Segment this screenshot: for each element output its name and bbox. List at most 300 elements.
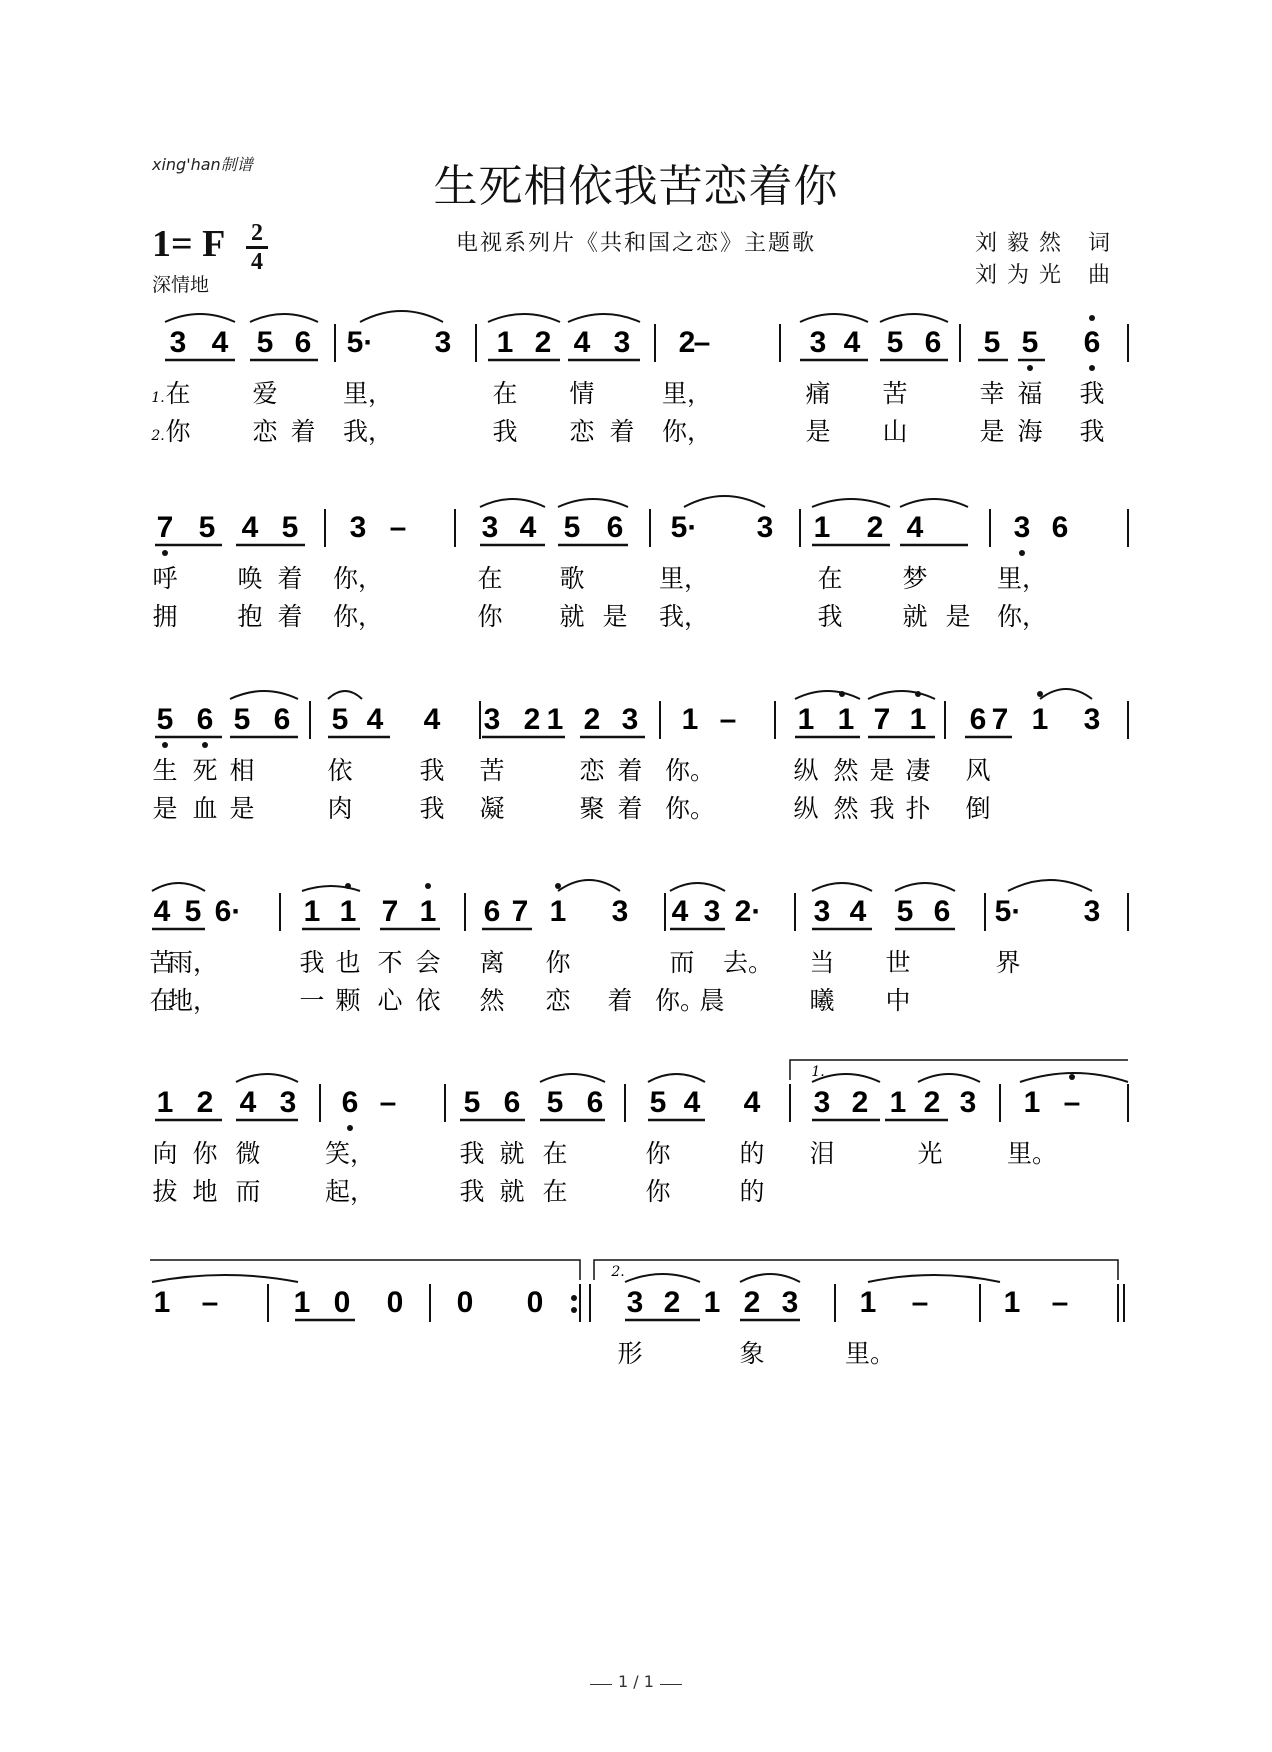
lyric-verse1: 雨， — [167, 948, 219, 977]
slur — [670, 883, 725, 891]
lyric-verse2: 扑 — [905, 794, 931, 823]
note: 3 — [483, 703, 501, 736]
note: 1 — [153, 1286, 171, 1319]
volta-2-label: 2. — [611, 1264, 625, 1280]
note: 6 — [196, 703, 214, 736]
lyric-verse2: 晨 — [699, 986, 725, 1015]
lyric-verse2: 你 — [477, 602, 503, 631]
note: 3 — [169, 326, 187, 359]
lyric-verse2: 我 — [817, 602, 843, 631]
lyric-verse2: 我 — [492, 417, 518, 446]
lyric-verse1: 里， — [661, 379, 713, 408]
note: 4 — [573, 326, 591, 359]
note: – — [719, 703, 737, 736]
lyric-verse2: 然 — [479, 986, 505, 1015]
lyric-verse1: 相 — [229, 756, 255, 785]
lyric-verse1: 生 — [152, 756, 178, 785]
note: 7 — [156, 511, 174, 544]
note: 5 — [184, 895, 202, 928]
lyric-verse1: 爱 — [252, 379, 278, 408]
octave-dot — [347, 1125, 353, 1131]
note: 4 — [519, 511, 537, 544]
note: 7 — [991, 703, 1009, 736]
lyric-verse1: 的 — [739, 1139, 765, 1168]
note: 4 — [671, 895, 689, 928]
lyric-verse1: 你。 — [664, 756, 716, 785]
note: 3 — [1083, 895, 1101, 928]
note: 5· — [670, 511, 698, 544]
lyric-verse2: 心 — [377, 986, 403, 1015]
note: 3 — [626, 1286, 644, 1319]
lyric-verse1: 幸 — [979, 379, 1005, 408]
time-denominator: 4 — [251, 249, 263, 275]
lyric-verse2: 你。 — [664, 794, 716, 823]
note: 6 — [503, 1086, 521, 1119]
song-title: 生死相依我苦恋着你 — [433, 161, 839, 212]
lyric-verse2: 的 — [739, 1177, 765, 1206]
octave-dot-above — [345, 883, 351, 889]
note: 3 — [809, 326, 827, 359]
slur — [740, 1274, 800, 1282]
slur — [230, 691, 298, 699]
octave-dot — [162, 742, 168, 748]
note: 6 — [933, 895, 951, 928]
note: 1 — [419, 895, 437, 928]
lyric-verse1: 恋 — [579, 756, 605, 785]
note: 5 — [896, 895, 914, 928]
lyric-verse1: 然 — [833, 756, 859, 785]
composer: 刘为光 曲 — [975, 263, 1120, 288]
slur — [1040, 689, 1092, 699]
repeat-dot — [571, 1295, 577, 1301]
lyric-verse1: 我 — [1079, 379, 1105, 408]
slur — [812, 499, 890, 507]
lyric-verse2: 地 — [192, 1177, 218, 1206]
note: 7 — [873, 703, 891, 736]
lyric-verse2: 拔 — [152, 1177, 178, 1206]
note: 1 — [889, 1086, 907, 1119]
note: 4 — [239, 1086, 257, 1119]
note: 5· — [346, 326, 374, 359]
lyric-verse2: 着 — [290, 417, 316, 446]
note: 3 — [349, 511, 367, 544]
lyric-verse2: 凝 — [479, 794, 505, 823]
lyric-verse2: 颗 — [335, 986, 361, 1015]
note: 0 — [456, 1286, 474, 1319]
slur — [488, 314, 560, 322]
lyric-verse1: 就 — [499, 1139, 525, 1168]
note: 1 — [339, 895, 357, 928]
lyric-verse1: 福 — [1017, 379, 1043, 408]
slur — [880, 314, 948, 322]
time-numerator: 2 — [251, 220, 263, 246]
note: 2 — [743, 1286, 761, 1319]
note: 3 — [1013, 511, 1031, 544]
volta-1-label: 1. — [811, 1064, 825, 1080]
note: 0 — [386, 1286, 404, 1319]
note: 2 — [678, 326, 696, 359]
lyric-verse1: 而 — [669, 948, 695, 977]
note: 6 — [341, 1086, 359, 1119]
octave-dot-above — [555, 883, 561, 889]
score-systems — [149, 311, 1128, 1368]
key-signature: 1= F — [152, 223, 226, 265]
note: 6 — [606, 511, 624, 544]
note: 5 — [649, 1086, 667, 1119]
note: 5 — [233, 703, 251, 736]
note: 5 — [281, 511, 299, 544]
lyric-verse1: 我 — [419, 756, 445, 785]
note: 2 — [583, 703, 601, 736]
octave-dot-above — [1069, 1074, 1075, 1080]
lyric-verse1: 也 — [335, 948, 361, 977]
slur — [625, 1274, 700, 1282]
lyric-verse1: 光 — [917, 1139, 943, 1168]
note: – — [911, 1286, 929, 1319]
slur — [558, 880, 620, 891]
lyric-verse1: 当 — [809, 948, 835, 977]
octave-dot — [162, 550, 168, 556]
octave-dot-above — [915, 691, 921, 697]
lyric-verse1: 唤 — [237, 564, 263, 593]
lyric-verse2: 着 — [617, 794, 643, 823]
note: 1 — [1003, 1286, 1021, 1319]
note: 2 — [663, 1286, 681, 1319]
lyric-verse1: 向 — [152, 1139, 178, 1168]
lyric-verse2: 是 — [805, 417, 831, 446]
note: 3 — [279, 1086, 297, 1119]
note: 5 — [256, 326, 274, 359]
lyric-verse1: 歌 — [559, 564, 585, 593]
lyric-verse2: 血 — [192, 794, 218, 823]
lyric-verse2: 我 — [1079, 417, 1105, 446]
note: 5 — [563, 511, 581, 544]
note: 1 — [546, 703, 564, 736]
note: 3 — [703, 895, 721, 928]
note: 4 — [241, 511, 259, 544]
note: 3 — [434, 326, 452, 359]
lyric-verse1: 你 — [192, 1139, 218, 1168]
lyric-verse2: 着 — [607, 986, 633, 1015]
note: 4 — [743, 1086, 761, 1119]
note: 3 — [621, 703, 639, 736]
note: 3 — [611, 895, 629, 928]
lyric-verse1: 在 — [817, 564, 843, 593]
octave-dot — [1027, 365, 1033, 371]
lyric-verse2: 肉 — [327, 794, 353, 823]
slur — [918, 1074, 980, 1082]
note: 1 — [813, 511, 831, 544]
lyric-verse1: 微 — [235, 1139, 261, 1168]
note: 1 — [1023, 1086, 1041, 1119]
slur — [152, 1275, 298, 1282]
note: 1 — [549, 895, 567, 928]
note: 3 — [1083, 703, 1101, 736]
lyric-verse1: 去。 — [722, 948, 774, 977]
note: 1 — [797, 703, 815, 736]
octave-dot — [1019, 550, 1025, 556]
note: 5 — [156, 703, 174, 736]
note: 1 — [496, 326, 514, 359]
note: 2 — [196, 1086, 214, 1119]
lyric-verse2: 你， — [332, 602, 384, 631]
note: – — [389, 511, 407, 544]
slur — [568, 314, 640, 322]
slur — [648, 1074, 705, 1082]
lyric-verse1: 你 — [545, 948, 571, 977]
lyric-verse1: 世 — [885, 948, 911, 977]
octave-dot — [202, 742, 208, 748]
note: 3 — [481, 511, 499, 544]
lyric-verse2: 就 — [559, 602, 585, 631]
lyric-verse2: 着 — [609, 417, 635, 446]
lyric-verse1: 里， — [342, 379, 394, 408]
slur — [795, 691, 860, 699]
lyric-verse1: 里。 — [844, 1339, 896, 1368]
lyric-verse1: 我 — [459, 1139, 485, 1168]
lyric-verse1: 在 — [477, 564, 503, 593]
lyric-verse2: 一 — [299, 986, 325, 1015]
note: 2· — [734, 895, 762, 928]
note: 5 — [546, 1086, 564, 1119]
note: 3 — [813, 895, 831, 928]
note: 4 — [906, 511, 924, 544]
note: 4 — [849, 895, 867, 928]
lyric-verse2: 我 — [419, 794, 445, 823]
slur — [250, 314, 318, 322]
lyric-verse2: 你 — [645, 1177, 671, 1206]
slur — [236, 1074, 298, 1082]
note: – — [693, 326, 711, 359]
note: 6 — [924, 326, 942, 359]
slur — [812, 883, 872, 891]
note: 3 — [756, 511, 774, 544]
note: 1 — [156, 1086, 174, 1119]
lyric-verse2: 然 — [833, 794, 859, 823]
lyric-verse2: 我， — [342, 417, 394, 446]
note: 5 — [463, 1086, 481, 1119]
note: 2 — [523, 703, 541, 736]
page-number: 1 / 1 — [0, 1672, 1272, 1691]
lyric-verse1: 苦 — [149, 948, 175, 977]
note: 6· — [214, 895, 242, 928]
note: 0 — [333, 1286, 351, 1319]
slur — [480, 499, 545, 507]
note: 3 — [613, 326, 631, 359]
lyric-verse2: 你， — [996, 602, 1048, 631]
slur — [684, 496, 765, 507]
note: 5 — [331, 703, 349, 736]
lyric-verse2: 是 — [979, 417, 1005, 446]
lyric-verse1: 凄 — [905, 756, 931, 785]
slur — [360, 311, 443, 322]
note: 7 — [381, 895, 399, 928]
note: 1 — [681, 703, 699, 736]
note: 4 — [423, 703, 441, 736]
lyric-verse1: 在 — [542, 1139, 568, 1168]
lyric-verse2: 起， — [324, 1177, 376, 1206]
note: 1 — [1031, 703, 1049, 736]
lyric-verse2: 你 — [165, 417, 191, 446]
note: 2 — [534, 326, 552, 359]
slur — [152, 883, 205, 891]
note: 7 — [511, 895, 529, 928]
repeat-dot — [571, 1307, 577, 1313]
note: 4 — [843, 326, 861, 359]
octave-dot-above — [1037, 691, 1043, 697]
lyric-verse1: 情 — [569, 379, 595, 408]
note: 0 — [526, 1286, 544, 1319]
lyric-verse1: 在 — [492, 379, 518, 408]
slur — [540, 1074, 605, 1082]
note: 6 — [273, 703, 291, 736]
lyric-verse1: 里， — [996, 564, 1048, 593]
lyric-verse1: 依 — [327, 756, 353, 785]
note: 5· — [994, 895, 1022, 928]
note: 6 — [1051, 511, 1069, 544]
lyric-verse1: 苦 — [479, 756, 505, 785]
lyric-verse1: 1. — [151, 390, 165, 406]
lyric-verse1: 笑， — [324, 1139, 376, 1168]
note: 4 — [153, 895, 171, 928]
lyric-verse2: 我 — [869, 794, 895, 823]
lyric-verse2: 拥 — [152, 602, 178, 631]
note: 5 — [886, 326, 904, 359]
lyric-verse2: 是 — [945, 602, 971, 631]
note: 3 — [959, 1086, 977, 1119]
note: 1 — [303, 895, 321, 928]
note: 1 — [703, 1286, 721, 1319]
slur — [800, 314, 868, 322]
lyric-verse2: 你， — [661, 417, 713, 446]
lyric-verse2: 倒 — [965, 794, 991, 823]
note: 2 — [851, 1086, 869, 1119]
lyric-verse2: 就 — [499, 1177, 525, 1206]
lyric-verse2: 是 — [602, 602, 628, 631]
lyric-verse2: 地， — [167, 986, 219, 1015]
note: 5 — [198, 511, 216, 544]
lyric-verse2: 恋 — [569, 417, 595, 446]
lyric-verse2: 是 — [152, 794, 178, 823]
lyric-verse2: 我， — [658, 602, 710, 631]
note: – — [1063, 1086, 1081, 1119]
lyric-verse1: 是 — [869, 756, 895, 785]
lyric-verse1: 死 — [192, 756, 218, 785]
note: 6 — [586, 1086, 604, 1119]
lyric-verse2: 海 — [1017, 417, 1043, 446]
lyric-verse1: 里。 — [1006, 1139, 1058, 1168]
lyric-verse2: 在 — [149, 986, 175, 1015]
lyric-verse1: 在 — [165, 379, 191, 408]
lyric-verse2: 而 — [235, 1177, 261, 1206]
octave-dot — [1089, 365, 1095, 371]
lyric-verse1: 离 — [479, 948, 505, 977]
note: 4 — [366, 703, 384, 736]
note: 3 — [781, 1286, 799, 1319]
lyric-verse1: 里， — [658, 564, 710, 593]
credit: xing'han制谱 — [152, 155, 253, 174]
lyric-verse1: 象 — [739, 1339, 765, 1368]
note: 5 — [983, 326, 1001, 359]
lyric-verse1: 泪 — [809, 1139, 835, 1168]
slur — [1008, 880, 1092, 891]
lyricist: 刘毅然 词 — [975, 231, 1120, 256]
note: 6 — [294, 326, 312, 359]
lyric-verse1: 纵 — [793, 756, 819, 785]
note: 1 — [293, 1286, 311, 1319]
slur — [302, 886, 360, 891]
subtitle: 电视系列片《共和国之恋》主题歌 — [455, 231, 816, 256]
note: 1 — [909, 703, 927, 736]
lyric-verse2: 曦 — [809, 986, 835, 1015]
note: – — [201, 1286, 219, 1319]
lyric-verse2: 聚 — [579, 794, 605, 823]
octave-dot-above — [839, 691, 845, 697]
lyric-verse2: 就 — [902, 602, 928, 631]
volta-1-bracket — [790, 1060, 1128, 1080]
lyric-verse1: 呼 — [152, 564, 178, 593]
lyric-verse1: 风 — [965, 756, 991, 785]
lyric-verse1: 你， — [332, 564, 384, 593]
slur — [165, 314, 235, 322]
note: 2 — [866, 511, 884, 544]
lyric-verse2: 山 — [882, 417, 908, 446]
lyric-verse2: 2. — [151, 428, 165, 444]
repeat-bracket — [150, 1260, 580, 1280]
lyric-verse2: 恋 — [252, 417, 278, 446]
note: 1 — [837, 703, 855, 736]
note: 5 — [1021, 326, 1039, 359]
slur — [868, 1275, 1000, 1282]
note: 4 — [683, 1086, 701, 1119]
lyric-verse1: 不 — [377, 948, 403, 977]
lyric-verse2: 纵 — [793, 794, 819, 823]
octave-dot-above — [1089, 315, 1095, 321]
lyric-verse2: 在 — [542, 1177, 568, 1206]
slur — [558, 499, 628, 507]
slur — [868, 691, 935, 699]
slur — [328, 691, 362, 699]
lyric-verse1: 痛 — [805, 379, 831, 408]
slur — [895, 883, 955, 891]
lyric-verse1: 着 — [277, 564, 303, 593]
lyric-verse1: 界 — [995, 948, 1021, 977]
note: 2 — [923, 1086, 941, 1119]
volta-2-bracket — [594, 1260, 1118, 1280]
lyric-verse1: 我 — [299, 948, 325, 977]
note: – — [1051, 1286, 1069, 1319]
note: – — [379, 1086, 397, 1119]
lyric-verse2: 我 — [459, 1177, 485, 1206]
tempo-marking: 深情地 — [152, 274, 210, 296]
lyric-verse1: 你 — [645, 1139, 671, 1168]
note: 1 — [859, 1286, 877, 1319]
lyric-verse2: 是 — [229, 794, 255, 823]
lyric-verse1: 形 — [617, 1339, 643, 1368]
lyric-verse2: 着 — [277, 602, 303, 631]
lyric-verse2: 你。 — [654, 986, 706, 1015]
note: 6 — [1083, 326, 1101, 359]
lyric-verse2: 依 — [415, 986, 441, 1015]
lyric-verse1: 着 — [617, 756, 643, 785]
slur — [900, 499, 968, 507]
note: 4 — [211, 326, 229, 359]
lyric-verse2: 中 — [885, 986, 911, 1015]
note: 6 — [483, 895, 501, 928]
lyric-verse1: 会 — [415, 948, 441, 977]
lyric-verse1: 苦 — [882, 379, 908, 408]
octave-dot-above — [425, 883, 431, 889]
